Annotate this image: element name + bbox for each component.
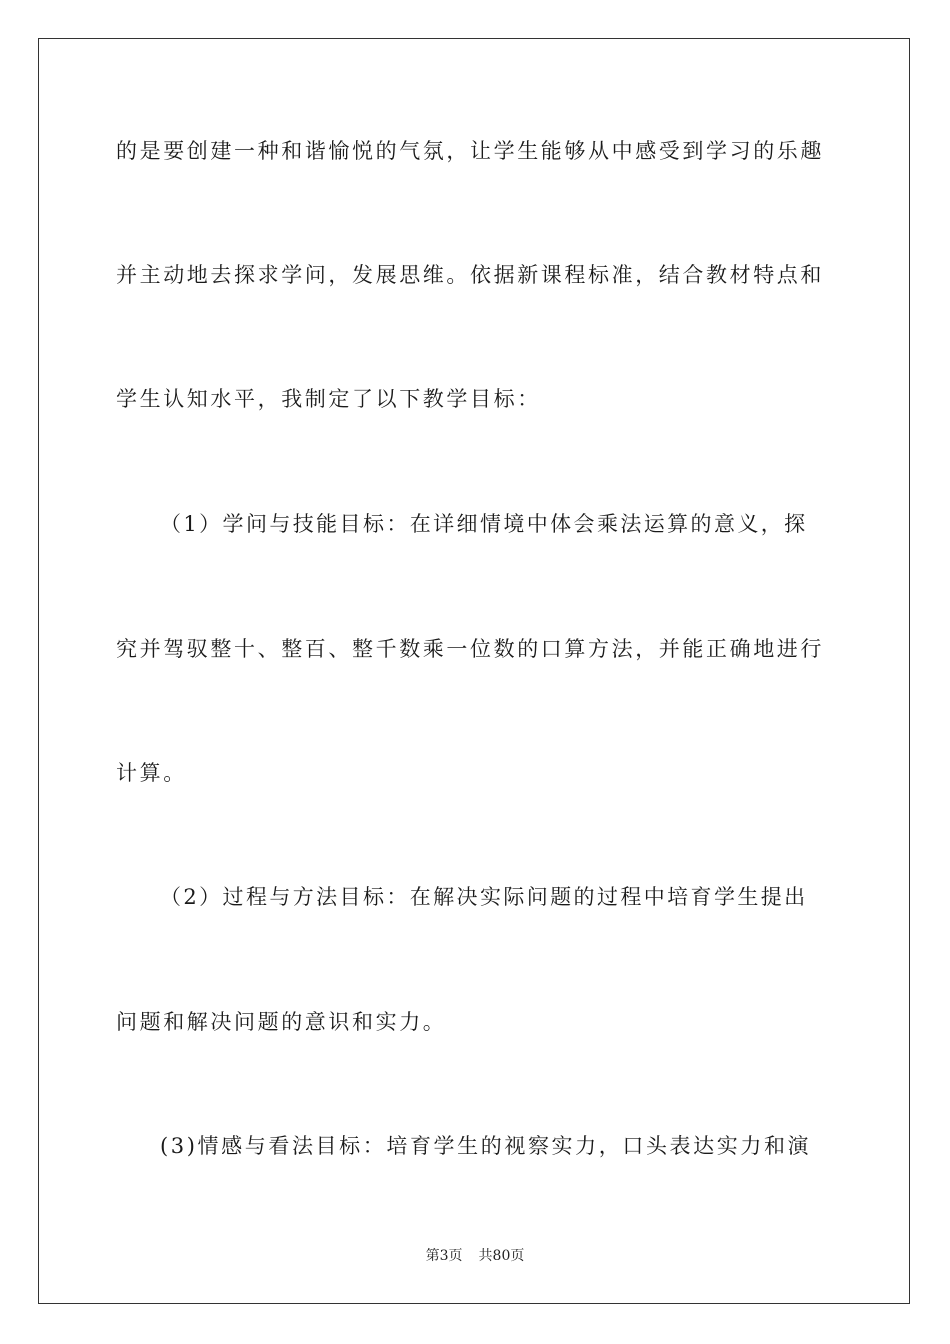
body-line-3: 学生认知水平，我制定了以下教学目标： xyxy=(116,387,541,411)
page-border xyxy=(38,38,910,1304)
objective-1-line-2: 究并驾驭整十、整百、整千数乘一位数的口算方法，并能正确地进行 xyxy=(116,637,824,661)
objective-3-line-1: (3)情感与看法目标：培育学生的视察实力，口头表达实力和演 xyxy=(160,1134,812,1158)
page-footer xyxy=(0,1246,950,1266)
objective-1-line-1: （1）学问与技能目标：在详细情境中体会乘法运算的意义，探 xyxy=(160,512,808,536)
objective-1-line-3: 计算。 xyxy=(116,761,187,785)
body-line-1: 的是要创建一种和谐愉悦的气氛，让学生能够从中感受到学习的乐趣 xyxy=(116,139,824,163)
body-line-2: 并主动地去探求学问，发展思维。依据新课程标准，结合教材特点和 xyxy=(116,263,824,287)
page-number: 第3页 xyxy=(425,1248,463,1264)
objective-2-line-1: （2）过程与方法目标：在解决实际问题的过程中培育学生提出 xyxy=(160,885,808,909)
total-pages: 共80页 xyxy=(478,1248,525,1264)
objective-2-line-2: 问题和解决问题的意识和实力。 xyxy=(116,1010,447,1034)
